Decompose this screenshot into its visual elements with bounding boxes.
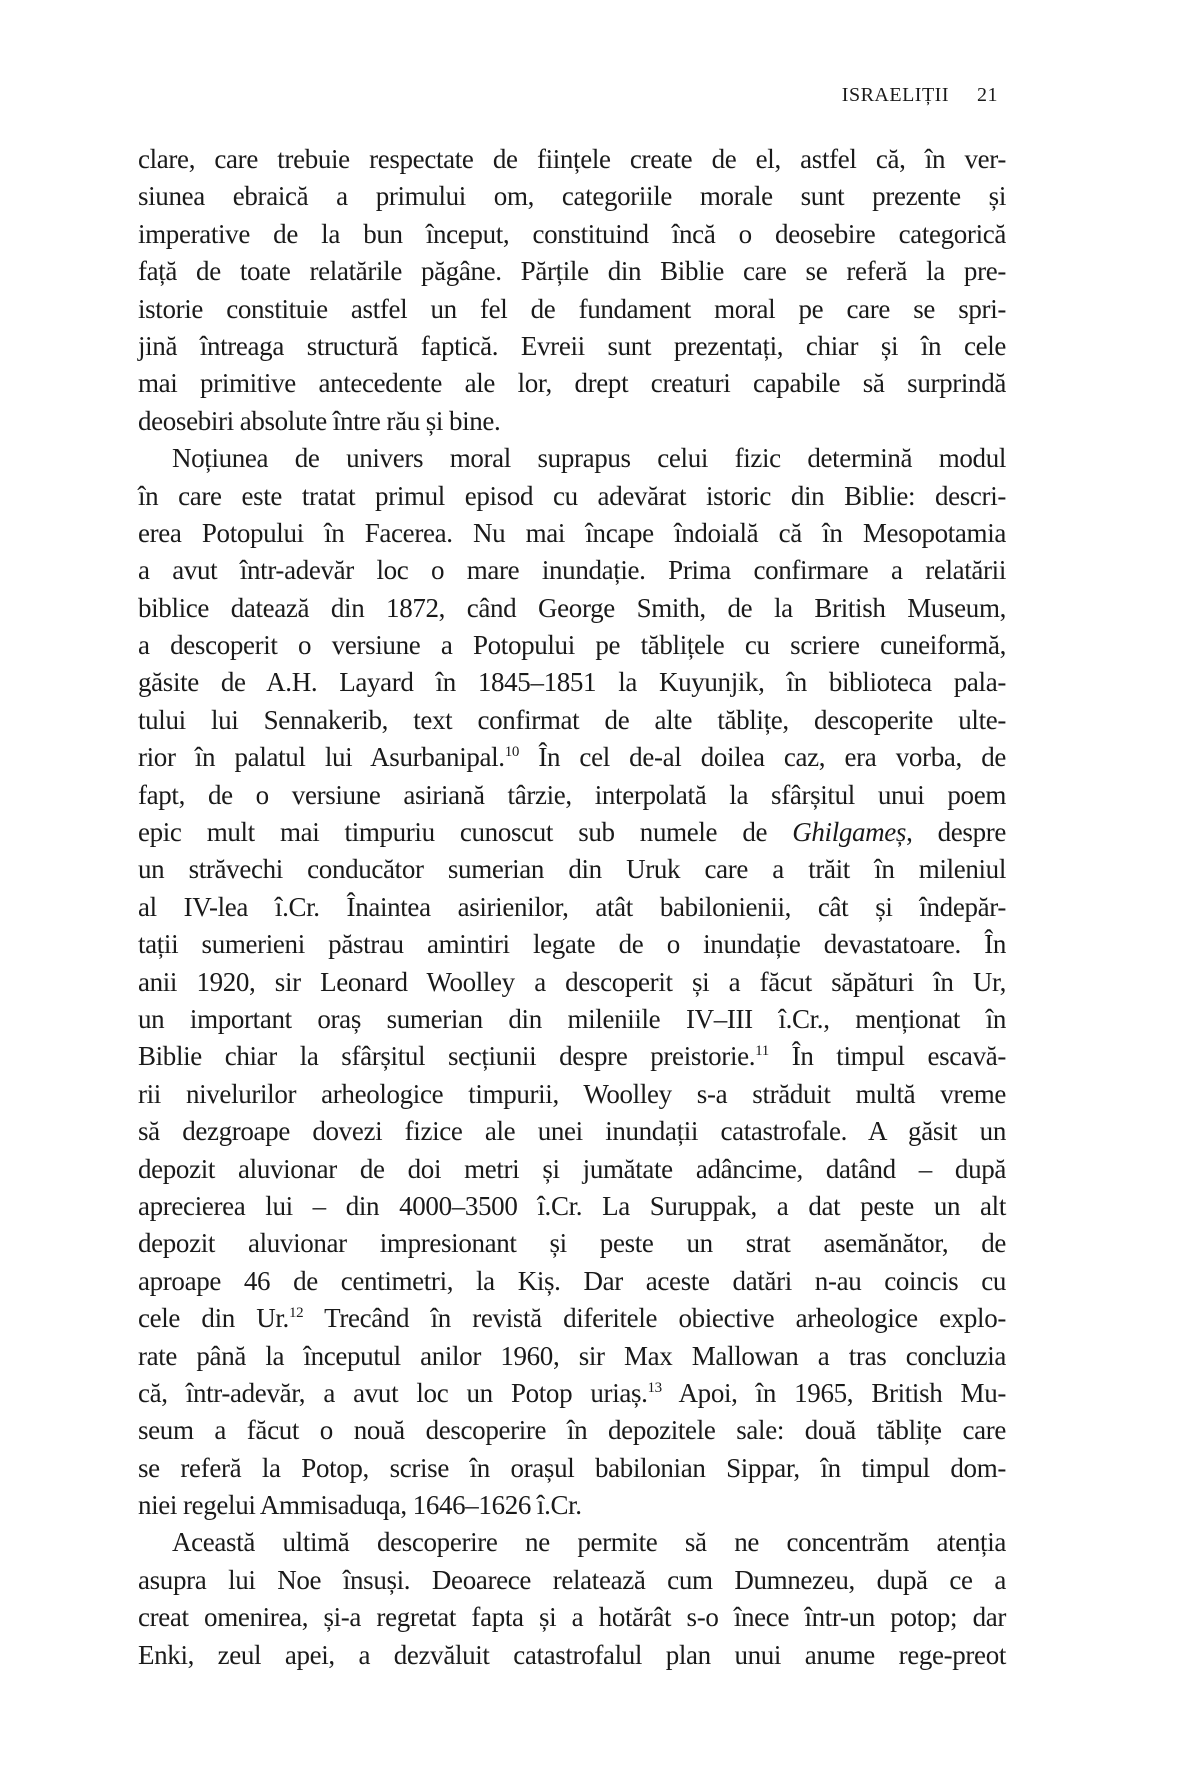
text-segment: depozit aluvionar impresionant și peste un strat asemănător, de (138, 1228, 1006, 1259)
text-line (138, 1225, 1006, 1262)
text-segment: mai primitive antecedente ale lor, drept creaturi capabile să surprindă (138, 368, 1006, 399)
text-segment: că, într-adevăr, a avut loc un Potop uriaș. (138, 1377, 648, 1408)
text-segment: Noțiunea de univers moral suprapus celui fizic determină modul (172, 443, 1006, 474)
text-segment: un străvechi conducător sumerian din Uruk care a trăit în mileniul (138, 854, 1006, 885)
running-head (842, 84, 998, 107)
text-line (138, 664, 1006, 701)
text-segment: erea Potopului în Facerea. Nu mai încape îndoială că în Mesopotamia (138, 517, 1006, 548)
text-segment: Trecând în revistă diferitele obiective arheologice explo- (303, 1303, 1006, 1334)
running-head-title: ISRAELIȚII (841, 84, 949, 106)
text-line (138, 365, 1006, 402)
text-line (138, 253, 1006, 290)
text-segment: tații sumerieni păstrau amintiri legate de o inundație devastatoare. În (138, 929, 1006, 960)
text-line (138, 1412, 1006, 1449)
text-segment: față de toate relatările păgâne. Părțile din Biblie care se referă la pre- (138, 256, 1006, 287)
text-segment: Enki, zeul apei, a dezvăluit catastrofalul plan unui anume rege-preot (138, 1639, 1006, 1670)
footnote-reference[interactable]: 12 (288, 1305, 304, 1322)
text-segment: asupra lui Noe însuși. Deoarece relatează cum Dumnezeu, după ce a (138, 1564, 1006, 1595)
text-line (138, 739, 1006, 776)
text-segment: deosebiri absolute între rău și bine. (138, 405, 501, 436)
text-segment: jină întreaga structură faptică. Evreii sunt prezentați, chiar și în cele (138, 330, 1006, 361)
text-line (138, 1151, 1006, 1188)
text-line (138, 552, 1006, 589)
text-line (138, 1450, 1006, 1487)
text-line (138, 291, 1006, 328)
text-segment: a avut într-adevăr loc o mare inundație. Prima confirmare a relatării (138, 555, 1006, 586)
text-line (138, 1487, 1006, 1524)
text-line (138, 440, 1006, 477)
text-segment: epic mult mai timpuriu cunoscut sub numele de (138, 817, 793, 848)
text-line (138, 777, 1006, 814)
text-line (138, 1637, 1006, 1674)
text-line (138, 964, 1006, 1001)
text-segment: În cel de-al doilea caz, era vorba, de (519, 742, 1006, 773)
text-line (138, 216, 1006, 253)
text-segment: se referă la Potop, scrise în orașul babilonian Sippar, în timpul dom- (138, 1452, 1006, 1483)
text-line (138, 889, 1006, 926)
text-line (138, 851, 1006, 888)
body-text (138, 141, 1006, 1674)
text-line (138, 702, 1006, 739)
text-segment: depozit aluvionar de doi metri și jumătate adâncime, datând – după (138, 1153, 1006, 1184)
text-line (138, 1562, 1006, 1599)
footnote-reference[interactable]: 10 (504, 744, 519, 761)
text-line (138, 478, 1006, 515)
text-line (138, 1338, 1006, 1375)
text-segment: cele din Ur. (138, 1303, 289, 1334)
text-segment: anii 1920, sir Leonard Woolley a descoperit și a făcut săpături în Ur, (138, 966, 1006, 997)
text-line (138, 515, 1006, 552)
text-line (138, 1113, 1006, 1150)
text-segment: aprecierea lui – din 4000–3500 î.Cr. La Suruppak, a dat peste un alt (138, 1190, 1006, 1221)
text-segment: Această ultimă descoperire ne permite să ne concentrăm atenția (172, 1527, 1006, 1558)
text-line (138, 141, 1006, 178)
text-line (138, 814, 1006, 851)
text-line (138, 403, 1006, 440)
text-segment: rior în palatul lui Asurbanipal. (138, 742, 505, 773)
text-segment: al IV-lea î.Cr. Înaintea asirienilor, atât babilonienii, cât și îndepăr- (138, 891, 1006, 922)
text-segment: niei regelui Ammisaduqa, 1646–1626 î.Cr. (138, 1490, 582, 1521)
text-segment: istorie constituie astfel un fel de fundament moral pe care se spri- (138, 293, 1006, 324)
text-line (138, 627, 1006, 664)
text-segment: biblice datează din 1872, când George Smith, de la British Museum, (138, 592, 1006, 623)
text-segment: seum a făcut o nouă descoperire în depozitele sale: două tăblițe care (138, 1415, 1006, 1446)
text-segment: în care este tratat primul episod cu adevărat istoric din Biblie: descri- (138, 480, 1006, 511)
text-segment: clare, care trebuie respectate de ființele create de el, astfel că, în ver- (138, 144, 1006, 174)
text-line (138, 1001, 1006, 1038)
text-segment: siunea ebraică a primului om, categoriile morale sunt prezente și (138, 181, 1006, 212)
text-segment: Biblie chiar la sfârșitul secțiunii despre preistorie. (138, 1041, 756, 1072)
text-segment: să dezgroape dovezi fizice ale unei inundații catastrofale. A găsit un (138, 1116, 1006, 1147)
text-line (138, 1524, 1006, 1561)
text-segment: fapt, de o versiune asiriană târzie, interpolată la sfârșitul unui poem (138, 779, 1006, 810)
text-line (138, 1375, 1006, 1412)
text-line (138, 1599, 1006, 1636)
text-segment: rii nivelurilor arheologice timpurii, Woolley s-a străduit multă vreme (138, 1078, 1006, 1109)
text-segment: un important oraș sumerian din mileniile IV–III î.Cr., menționat în (138, 1003, 1006, 1034)
text-line (138, 590, 1006, 627)
text-segment: găsite de A.H. Layard în 1845–1851 la Kuyunjik, în biblioteca pala- (138, 667, 1006, 698)
text-line (138, 926, 1006, 963)
text-line (138, 1263, 1006, 1300)
italic-title: Ghilgameș (792, 817, 907, 848)
text-segment: a descoperit o versiune a Potopului pe tăblițele cu scriere cuneiformă, (138, 630, 1006, 661)
text-segment: În timpul escavă- (768, 1041, 1006, 1072)
text-segment: imperative de la bun început, constituind încă o deosebire categorică (138, 218, 1006, 249)
text-line (138, 178, 1006, 215)
text-segment: , despre (906, 817, 1007, 848)
text-line (138, 1076, 1006, 1113)
text-line (138, 1300, 1006, 1337)
text-segment: aproape 46 de centimetri, la Kiș. Dar aceste datări n-au coincis cu (138, 1265, 1006, 1296)
text-segment: creat omenirea, și-a regretat fapta și a hotărât s-o înece într-un potop; dar (138, 1602, 1006, 1633)
text-segment: rate până la începutul anilor 1960, sir Max Mallowan a tras concluzia (138, 1340, 1006, 1371)
text-segment: tului lui Sennakerib, text confirmat de alte tăblițe, descoperite ulte- (138, 704, 1006, 735)
footnote-reference[interactable]: 11 (755, 1043, 769, 1060)
text-segment: Apoi, în 1965, British Mu- (661, 1377, 1006, 1408)
text-line (138, 328, 1006, 365)
footnote-reference[interactable]: 13 (647, 1379, 662, 1396)
page-number: 21 (977, 84, 998, 106)
text-line (138, 1038, 1006, 1075)
text-line (138, 1188, 1006, 1225)
